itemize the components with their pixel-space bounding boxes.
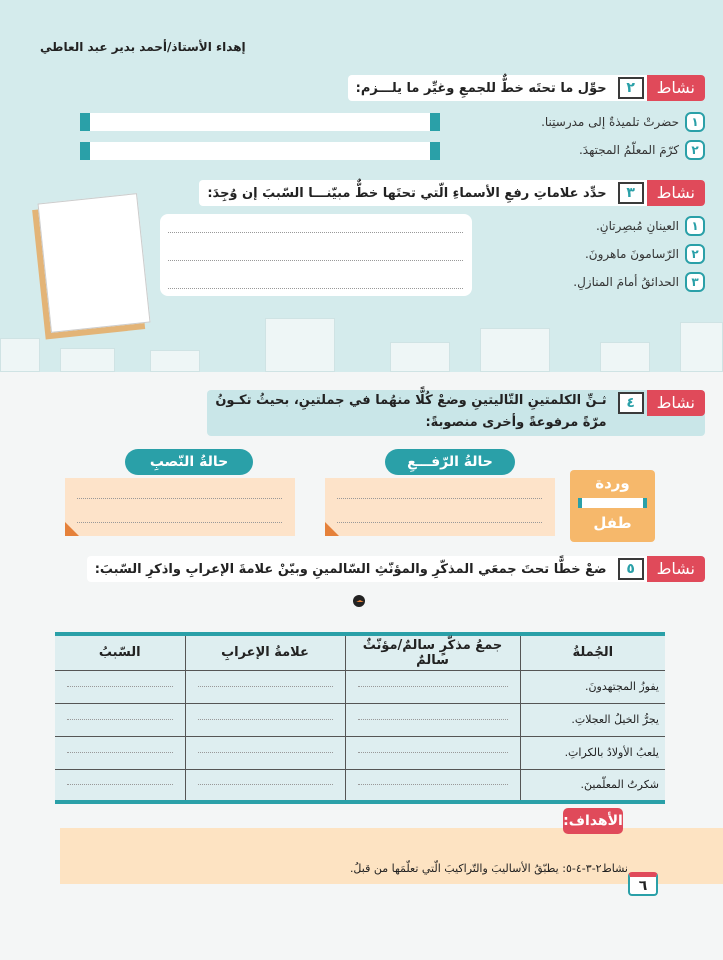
answer-field[interactable] xyxy=(80,113,440,131)
answer-cell[interactable] xyxy=(345,736,520,769)
activity-3-header xyxy=(199,180,705,206)
list-item xyxy=(585,244,705,264)
answer-cell[interactable] xyxy=(345,703,520,736)
table-row xyxy=(55,703,665,736)
activity-number: ٥ xyxy=(618,558,644,580)
answer-cell[interactable] xyxy=(345,670,520,703)
list-item xyxy=(541,112,705,132)
item-text: العينانِ مُبصِرتانِ. xyxy=(595,219,679,233)
raf-case-label: حالةُ الرّفـــعِ xyxy=(385,449,515,475)
answer-line[interactable] xyxy=(77,522,282,523)
table-row xyxy=(55,769,665,802)
activity-number: ٤ xyxy=(618,392,644,414)
item-text: كرّمَ المعلّمُ المجتهدَ. xyxy=(578,143,679,157)
answer-cell[interactable] xyxy=(345,769,520,802)
sentence-cell: يلعبُ الأولادُ بالكراتِ. xyxy=(520,736,665,769)
sentence-cell: يفوزُ المجتهدونَ. xyxy=(520,670,665,703)
activity-question: حوِّل ما تحتَه خطٌّ للجمعِ وغيِّر ما يلـــزم: xyxy=(355,80,607,96)
activity-badge: نشاط xyxy=(647,75,705,101)
table-row xyxy=(55,670,665,703)
column-header: علامةُ الإعرابِ xyxy=(185,634,345,670)
list-item xyxy=(596,216,705,236)
activity-question: حدِّد علاماتِ رفعِ الأسماءِ الّتي تحتَها خطٌّ مبيّنـــا السّببَ إن وُجِدَ: xyxy=(207,185,607,201)
activity-question-line2: مرّةً مرفوعةً وأخرى منصوبةً: xyxy=(425,415,607,430)
item-text: الرّسامونَ ماهرونَ. xyxy=(584,247,679,261)
answer-line[interactable] xyxy=(77,498,282,499)
goals-banner xyxy=(60,828,723,884)
column-header: الجُملةُ xyxy=(520,634,665,670)
answer-cell[interactable] xyxy=(55,670,185,703)
answer-box xyxy=(160,214,472,296)
answer-line[interactable] xyxy=(168,288,463,289)
answer-cell[interactable] xyxy=(55,769,185,802)
item-number: ٢ xyxy=(685,140,705,160)
dedication-watermark: إهداء الأستاذ/أحمد بدير عبد العاطي xyxy=(40,40,246,54)
item-number: ٢ xyxy=(685,244,705,264)
list-item xyxy=(579,140,705,160)
activity-question: ضعْ خطًّا تحتَ جمعَي المذكّرِ والمؤنّثِ السّالمينِ وبيّنْ علامةَ الإعرابِ واذكرِ السّببَ: xyxy=(94,561,607,577)
activity-badge: نشاط xyxy=(647,180,705,206)
notepad-illustration xyxy=(37,193,150,333)
answer-cell[interactable] xyxy=(185,769,345,802)
words-card xyxy=(570,470,655,542)
page-number: ٦ xyxy=(628,872,658,896)
analysis-table xyxy=(55,632,665,804)
column-header: جمعُ مذكّرٍ سالمٌ/مؤنّثٌ سالمٌ xyxy=(345,634,520,670)
item-text: الحدائقُ أمامَ المنازلِ. xyxy=(573,275,679,289)
activity-badge: نشاط xyxy=(647,390,705,416)
activity-question-line1: ثـنِّ الكلمتينِ التّاليتينِ وضعْ كُلًّا منهُما في جملتينِ، بحيثُ تكـونُ xyxy=(215,393,607,408)
divider-bar xyxy=(578,498,647,508)
word-2: طفل xyxy=(593,514,632,532)
item-number: ٣ xyxy=(685,272,705,292)
activity-4-header xyxy=(207,390,705,436)
sentence-cell: يجرُّ الخيلُ العجلاتِ. xyxy=(520,703,665,736)
activity-number: ٢ xyxy=(618,77,644,99)
goals-title: الأهداف: xyxy=(563,808,623,834)
activity-2-header xyxy=(348,75,705,101)
word-1: وردة xyxy=(595,474,630,492)
item-text: حضرتْ تلميذةٌ إلى مدرستِنا. xyxy=(541,115,679,129)
answer-line[interactable] xyxy=(337,522,542,523)
list-item xyxy=(573,272,705,292)
nasb-case-label: حالةُ النّصبِ xyxy=(125,449,253,475)
answer-cell[interactable] xyxy=(185,670,345,703)
activity-badge: نشاط xyxy=(647,556,705,582)
nasb-answer-box xyxy=(65,478,295,536)
answer-line[interactable] xyxy=(337,498,542,499)
answer-cell[interactable] xyxy=(55,703,185,736)
table-header-row xyxy=(55,634,665,670)
activity-number: ٣ xyxy=(618,182,644,204)
answer-field[interactable] xyxy=(80,142,440,160)
item-number: ١ xyxy=(685,216,705,236)
answer-cell[interactable] xyxy=(185,703,345,736)
table-row xyxy=(55,736,665,769)
goals-text: نشاط٢-٣-٤-٥: يطبّقُ الأساليبَ والتّراكيبَ الّتي تعلّمَها من قبلُ. xyxy=(349,862,628,875)
raf-answer-box xyxy=(325,478,555,536)
hanger-string xyxy=(300,600,420,632)
answer-line[interactable] xyxy=(168,232,463,233)
item-number: ١ xyxy=(685,112,705,132)
answer-cell[interactable] xyxy=(185,736,345,769)
activity-5-header xyxy=(87,556,705,582)
sentence-cell: شكرتُ المعلّمينَ. xyxy=(520,769,665,802)
answer-line[interactable] xyxy=(168,260,463,261)
column-header: السّببُ xyxy=(98,645,141,661)
answer-cell[interactable] xyxy=(55,736,185,769)
